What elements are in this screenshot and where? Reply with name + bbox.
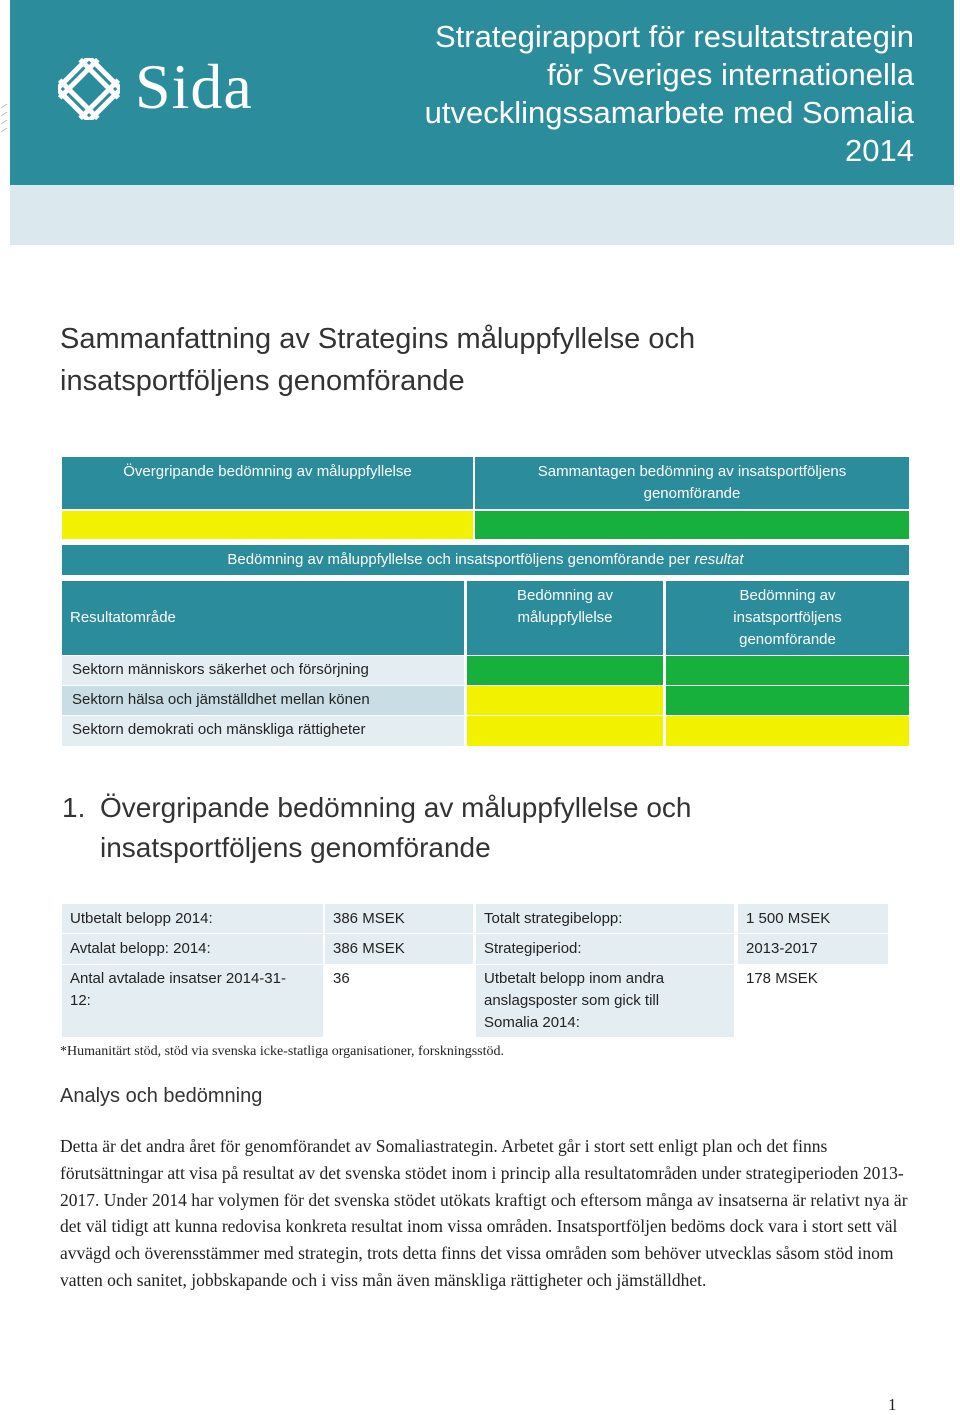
overall-impl-status (475, 511, 909, 539)
analysis-paragraph: Detta är det andra året för genomförandet av Somaliastrategin. Arbetet går i stort sett enligt plan och det finns förutsättningar att visa på resultat av det svenska stödet inom i princip alla resultatområden under strategiperioden 2013-2017. Under 2014 har volymen för det svenska stödet utökats kraftigt och eftersom många av insatserna är relativt nya är det väl tidigt att kunna redovisa konkreta resultat inom vissa områden. Insatsportföljen bedöms dock vara i stort sett väl avvägd och överensstämmer med strategin, trots detta finns det vissa områden som behöver utvecklas såsom stöd inom vatten och sanitet, jobbskapande och i viss mån även mänskliga rättigheter och jämställdhet. (60, 1136, 908, 1290)
report-title-line: Strategirapport för resultatstrategin (434, 19, 914, 54)
analysis-heading: Analys och bedömning (60, 1085, 263, 1107)
overall-goal-status (62, 511, 473, 539)
result-row-area-label: Sektorn demokrati och mänskliga rättigheter (72, 721, 366, 738)
fact-label (476, 965, 734, 1037)
fact-label-line: Utbetalt belopp inom andra (484, 970, 665, 987)
fact-label (62, 934, 323, 964)
report-title-year: 2014 (845, 133, 914, 168)
fact-value-text: 386 MSEK (333, 940, 405, 957)
edge-mark (0, 100, 10, 140)
fact-label-text: Strategiperiod: (484, 940, 582, 957)
fact-label (476, 934, 734, 964)
summary-heading-line: Sammanfattning av Strategins måluppfyllelse och (60, 323, 696, 355)
col-header-area-label: Resultatområde (70, 609, 176, 626)
result-row-area (62, 716, 464, 746)
overall-impl-header-line: genomförande (643, 485, 741, 502)
result-row-impl-status (666, 686, 909, 715)
col-header-goal (467, 581, 663, 655)
col-header-goal-line: måluppfyllelse (517, 609, 613, 626)
result-row-impl-status (666, 656, 909, 685)
per-result-header-text: Bedömning av måluppfyllelse och insatsportföljens genomförande per (227, 551, 691, 568)
fact-label (62, 965, 323, 1037)
result-row-goal-status (467, 716, 663, 746)
fact-label-line: Somalia 2014: (484, 1014, 580, 1031)
fact-value (738, 934, 888, 964)
result-row-area-label: Sektorn människors säkerhet och försörjning (72, 661, 369, 678)
result-row-goal-status (467, 656, 663, 685)
per-result-header (62, 545, 909, 575)
fact-value (738, 904, 888, 933)
fact-label (476, 904, 734, 933)
overall-goal-header (62, 457, 473, 509)
report-title-line: utvecklingssamarbete med Somalia (424, 95, 914, 130)
result-row-area-label: Sektorn hälsa och jämställdhet mellan könen (72, 691, 370, 708)
col-header-goal-line: Bedömning av (517, 587, 613, 604)
fact-value-text: 2013-2017 (746, 940, 818, 957)
sida-logo (58, 58, 120, 125)
section-title-line: insatsportföljens genomförande (100, 832, 491, 863)
summary-heading-line: insatsportföljens genomförande (60, 365, 465, 397)
overall-goal-header-label: Övergripande bedömning av måluppfyllelse (123, 463, 412, 480)
fact-label-text: Utbetalt belopp 2014: (70, 910, 213, 927)
fact-label-text: Avtalat belopp: 2014: (70, 940, 211, 957)
col-header-impl-line: Bedömning av (739, 587, 836, 604)
fact-value (325, 965, 473, 1037)
fact-value-text: 36 (333, 970, 350, 987)
section-title-line: Övergripande bedömning av måluppfyllelse och (100, 792, 692, 823)
sida-logo-icon (58, 58, 120, 120)
fact-label (62, 904, 323, 933)
header-strip (10, 185, 954, 245)
result-row-area (62, 656, 464, 685)
overall-impl-header (475, 457, 909, 509)
overall-impl-header-line: Sammantagen bedömning av insatsportföljens (537, 463, 847, 480)
col-header-impl-line: genomförande (739, 631, 836, 648)
logo-wordmark: Sida (135, 51, 253, 122)
report-title-line: för Sveriges internationella (546, 57, 914, 92)
fact-label-line: anslagsposter som gick till (484, 992, 660, 1009)
fact-value (325, 934, 473, 964)
result-row-area (62, 686, 464, 715)
fact-value (325, 904, 473, 933)
section-number: 1. (62, 792, 86, 823)
col-header-impl-line: insatsportföljens (733, 609, 842, 626)
fact-value-text: 386 MSEK (333, 910, 405, 927)
footnote: *Humanitärt stöd, stöd via svenska icke-statliga organisationer, forskningsstöd. (60, 1044, 504, 1059)
col-header-area (62, 581, 464, 655)
result-row-impl-status (666, 716, 909, 746)
per-result-header-italic: resultat (694, 551, 744, 568)
fact-label-line: Antal avtalade insatser 2014-31- (70, 970, 286, 987)
report-title (314, 18, 914, 170)
result-row-goal-status (467, 686, 663, 715)
fact-value (738, 965, 888, 1037)
fact-value-text: 1 500 MSEK (746, 910, 831, 927)
page-number: 1 (888, 1395, 897, 1414)
summary-heading (60, 318, 695, 402)
col-header-impl (666, 581, 909, 655)
fact-value-text: 178 MSEK (746, 970, 818, 987)
fact-label-text: Totalt strategibelopp: (484, 910, 623, 927)
fact-label-line: 12: (70, 992, 91, 1009)
